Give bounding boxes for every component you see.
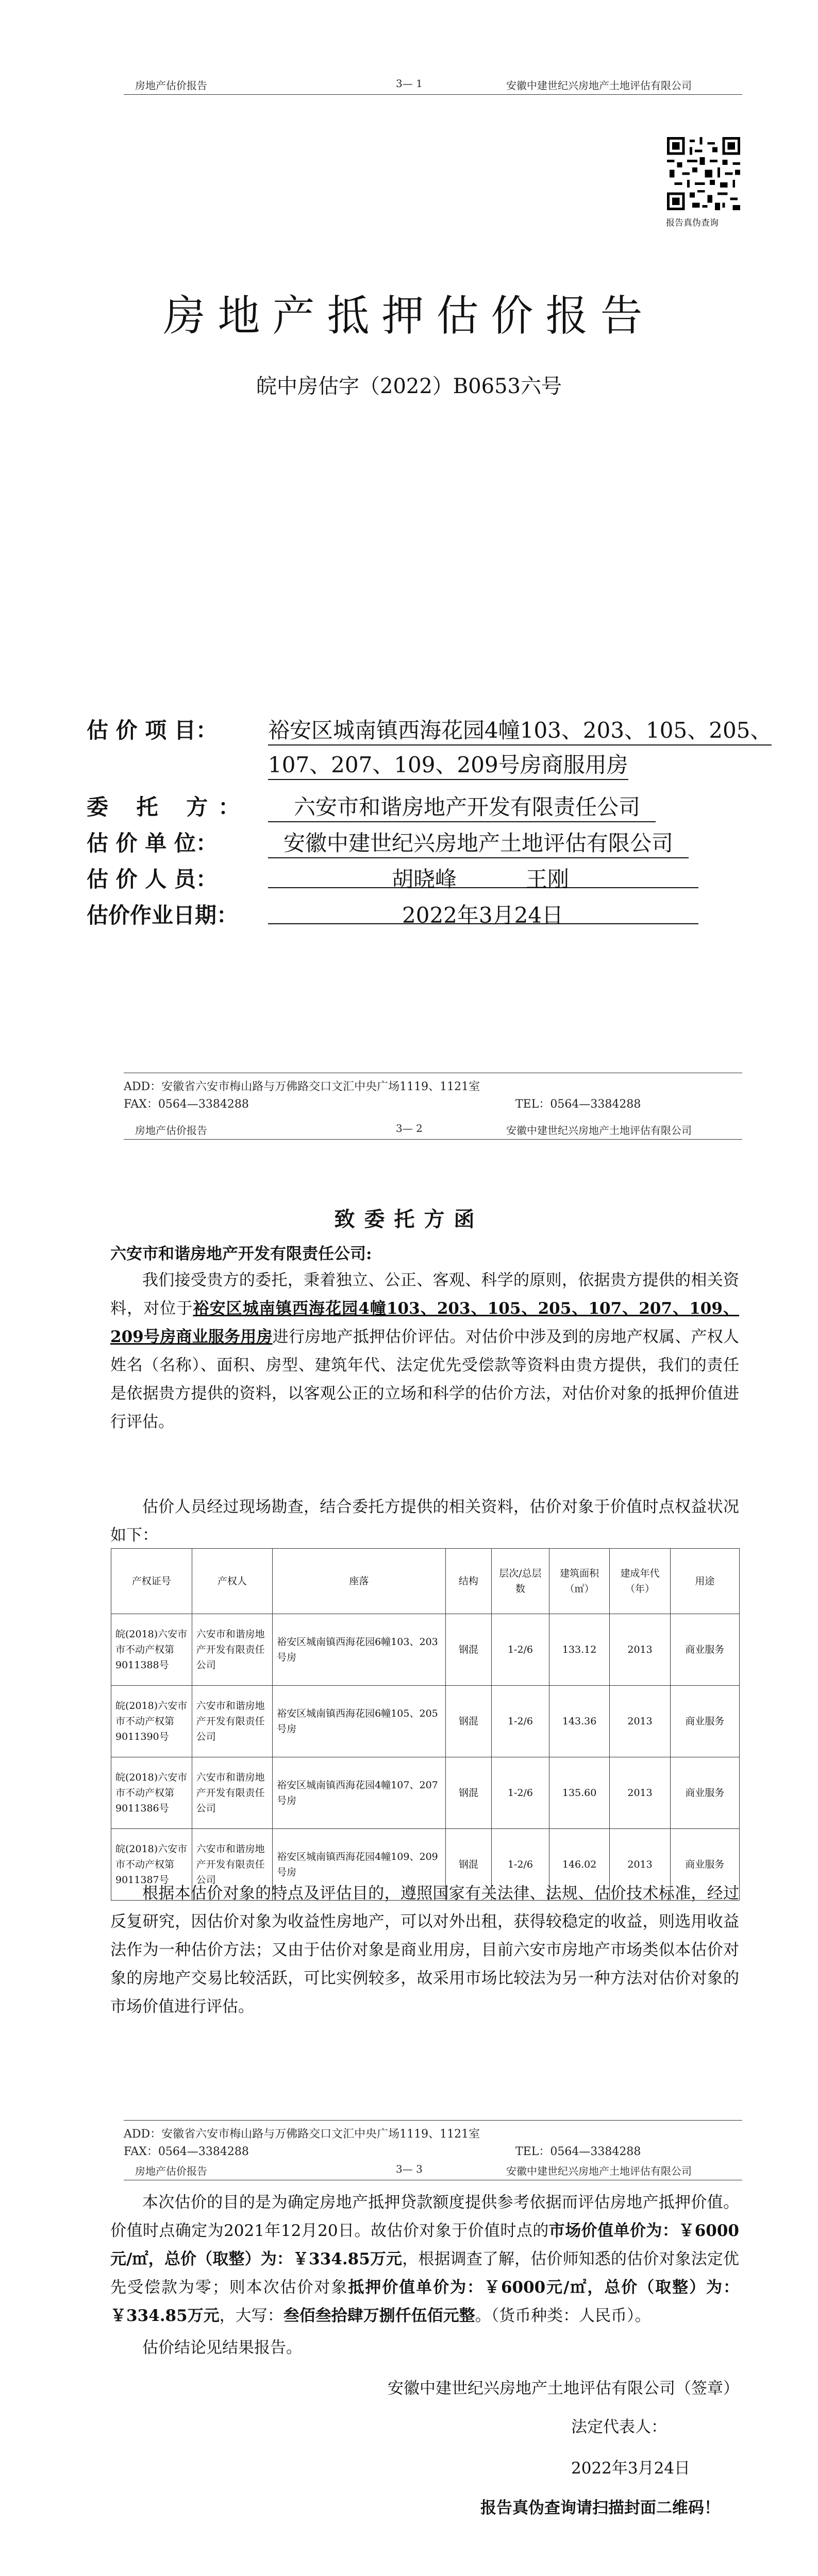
appraisers-underline (268, 887, 698, 888)
value-appraiser-2: 王刚 (526, 867, 570, 892)
cell-use: 商业服务 (670, 1757, 739, 1829)
page2-footer-fax: FAX：0564—3384288 (124, 2145, 249, 2158)
cell-location: 裕安区城南镇西海花园4幢107、207号房 (273, 1757, 446, 1829)
label-work-date: 估价作业日期： (87, 903, 239, 928)
page2-footer-tel: TEL：0564—3384288 (515, 2145, 641, 2158)
document-number: 皖中房估字（2022）B0653六号 (256, 375, 562, 398)
letter-paragraph-3: 根据本估价对象的特点及评估目的，遵照国家有关法律、法规、估价技术标准，经过反复研究，因估价对象为收益性房地产，可以对外出租，获得较稳定的收益，则选用收益法作为一种估价方法；又由于估价对象是商业用房，目前六安市房地产市场类似本估价对象的房地产交易比较活跃，可比实例较多，故采用市场比较法为另一种方法对估价对象的市场价值进行评估。 (110, 1884, 739, 2016)
authenticity-notice: 报告真伪查询请扫描封面二维码！ (480, 2499, 720, 2517)
conclusion-mid2: ，大写： (219, 2307, 283, 2325)
table-header-row (111, 1549, 740, 1614)
cell-area: 135.60 (549, 1757, 609, 1829)
cell-floors: 1-2/6 (492, 1829, 549, 1901)
value-appraiser-1: 胡晓峰 (392, 867, 457, 892)
cell-owner: 六安市和谐房地产开发有限责任公司 (192, 1614, 273, 1686)
page2-footer-address: ADD：安徽省六安市梅山路与万佛路交口文汇中央广场1119、1121室 (124, 2128, 480, 2141)
page1-header-left: 房地产估价报告 (135, 79, 207, 92)
conclusion-paragraph (110, 2189, 739, 2330)
p1-intro: 我们接受贵方的委托，秉着独立、公正、客观、科学的原则，依据贵方提供的相关资料，对位于 (110, 1271, 739, 1318)
cell-owner: 六安市和谐房地产开发有限责任公司 (192, 1686, 273, 1757)
label-client: 委 托 方： (87, 794, 251, 820)
label-appraiser-unit: 估 价 单 位： (87, 831, 218, 856)
cell-year: 2013 (610, 1829, 670, 1901)
page1-footer-fax: FAX：0564—3384288 (124, 1098, 249, 1111)
p1-rest: 进行房地产抵押估价评估。对估价中涉及到的房地产权属、产权人姓名（名称）、面积、房型、建筑年代、法定优先受偿款等资料由贵方提供，我们的责任是依据贵方提供的资料，以客观公正的立场和科学的估价方法，对估价对象的抵押价值进行评估。 (110, 1328, 739, 1431)
col-header-owner: 产权人 (192, 1549, 273, 1614)
conclusion-intro: 本次估价的目的是为确定房地产抵押贷款额度提供参考依据而评估房地产抵押价值。价值时点确定为2021年12月20日。故估价对象于价值时点的 (110, 2193, 739, 2240)
addressee: 六安市和谐房地产开发有限责任公司: (110, 1245, 372, 1263)
conclusion-note: 估价结论见结果报告。 (142, 2338, 302, 2357)
value-work-date: 2022年3月24日 (402, 903, 564, 928)
cell-area: 146.02 (549, 1829, 609, 1901)
value-client: 六安市和谐房地产开发有限责任公司 (268, 790, 656, 822)
page2-header-company: 安徽中建世纪兴房地产土地评估有限公司 (506, 1124, 692, 1137)
label-project: 估 价 项 目： (87, 718, 218, 743)
col-header-area: 建筑面积（㎡） (549, 1549, 609, 1614)
col-header-year: 建成年代（年） (610, 1549, 670, 1614)
page1-header-company: 安徽中建世纪兴房地产土地评估有限公司 (506, 79, 692, 92)
report-title: 房地产抵押估价报告 (163, 292, 655, 341)
table-row (111, 1757, 740, 1829)
cell-cert: 皖(2018)六安市市不动产权第9011388号 (111, 1614, 192, 1686)
page3-header-left: 房地产估价报告 (135, 2165, 207, 2177)
footer-rule (124, 2120, 742, 2121)
header-rule (124, 1139, 742, 1140)
col-header-floors: 层次/总层数 (492, 1549, 549, 1614)
header-rule (124, 94, 742, 95)
cell-floors: 1-2/6 (492, 1614, 549, 1686)
market-value: 市场价值单价为：￥6000元/㎡，总价（取整）为：￥334.85万元 (110, 2222, 739, 2268)
cell-location: 裕安区城南镇西海花园6幢103、203号房 (273, 1614, 446, 1686)
col-header-structure: 结构 (445, 1549, 491, 1614)
p1-property-address: 裕安区城南镇西海花园4幢103、203、105、205、107、207、109、209号房商业服务用房 (110, 1299, 740, 1346)
page1-footer-tel: TEL：0564—3384288 (515, 1098, 641, 1111)
cell-year: 2013 (610, 1686, 670, 1757)
page3-header-page-number: 3— 3 (396, 2163, 423, 2175)
letter-paragraph-2: 估价人员经过现场勘查，结合委托方提供的相关资料，估价对象于价值时点权益状况如下： (110, 1498, 739, 1545)
signature-company: 安徽中建世纪兴房地产土地评估有限公司（签章） (388, 2379, 739, 2398)
signature-date: 2022年3月24日 (571, 2459, 691, 2478)
cell-structure: 钢混 (445, 1614, 491, 1686)
cell-cert: 皖(2018)六安市市不动产权第9011386号 (111, 1757, 192, 1829)
cell-structure: 钢混 (445, 1686, 491, 1757)
page1-header-page-number: 3— 1 (396, 77, 423, 90)
cell-area: 133.12 (549, 1614, 609, 1686)
value-project-line2: 107、207、109、209号房商服用房 (268, 748, 628, 780)
value-project-line1: 裕安区城南镇西海花园4幢103、203、105、205、 (268, 714, 772, 745)
page2-header-page-number: 3— 2 (396, 1122, 423, 1134)
page2-header-left: 房地产估价报告 (135, 1124, 207, 1137)
col-header-cert: 产权证号 (111, 1549, 192, 1614)
table-row (111, 1686, 740, 1757)
cell-location: 裕安区城南镇西海花园4幢109、209号房 (273, 1829, 446, 1901)
letter-paragraph-1 (110, 1266, 739, 1436)
cell-structure: 钢混 (445, 1757, 491, 1829)
page3-header-company: 安徽中建世纪兴房地产土地评估有限公司 (506, 2165, 692, 2177)
cell-use: 商业服务 (670, 1686, 739, 1757)
property-table (111, 1548, 740, 1901)
cell-cert: 皖(2018)六安市市不动产权第9011390号 (111, 1686, 192, 1757)
mortgage-value: 抵押价值单价为：￥6000元/㎡，总价（取整）为：￥334.85万元 (110, 2278, 739, 2325)
cell-structure: 钢混 (445, 1829, 491, 1901)
qr-code[interactable] (667, 137, 740, 210)
cell-owner: 六安市和谐房地产开发有限责任公司 (192, 1829, 273, 1901)
table-row (111, 1614, 740, 1686)
cell-area: 143.36 (549, 1686, 609, 1757)
value-appraiser-unit: 安徽中建世纪兴房地产土地评估有限公司 (268, 826, 689, 858)
cell-use: 商业服务 (670, 1614, 739, 1686)
label-appraisers: 估 价 人 员： (87, 867, 218, 892)
cell-cert: 皖(2018)六安市市不动产权第9011387号 (111, 1829, 192, 1901)
letter-title: 致委托方函 (334, 1207, 484, 1231)
col-header-use: 用途 (670, 1549, 739, 1614)
cell-floors: 1-2/6 (492, 1757, 549, 1829)
cell-owner: 六安市和谐房地产开发有限责任公司 (192, 1757, 273, 1829)
signature-legal-rep: 法定代表人： (571, 2418, 667, 2436)
cell-year: 2013 (610, 1614, 670, 1686)
cell-floors: 1-2/6 (492, 1686, 549, 1757)
cell-location: 裕安区城南镇西海花园6幢105、205号房 (273, 1686, 446, 1757)
cell-use: 商业服务 (670, 1829, 739, 1901)
conclusion-end: 。（货币种类：人民币）。 (475, 2307, 651, 2325)
col-header-location: 座落 (273, 1549, 446, 1614)
cell-year: 2013 (610, 1757, 670, 1829)
amount-in-words: 叁佰叁拾肆万捌仟伍佰元整 (283, 2307, 475, 2325)
conclusion-mid: ，根据调查了解，估价师知悉的估价对象法定优先受偿款为零；则本次估价对象 (110, 2250, 739, 2297)
page1-footer-address: ADD：安徽省六安市梅山路与万佛路交口文汇中央广场1119、1121室 (124, 1080, 480, 1093)
qr-caption: 报告真伪查询 (666, 218, 719, 228)
